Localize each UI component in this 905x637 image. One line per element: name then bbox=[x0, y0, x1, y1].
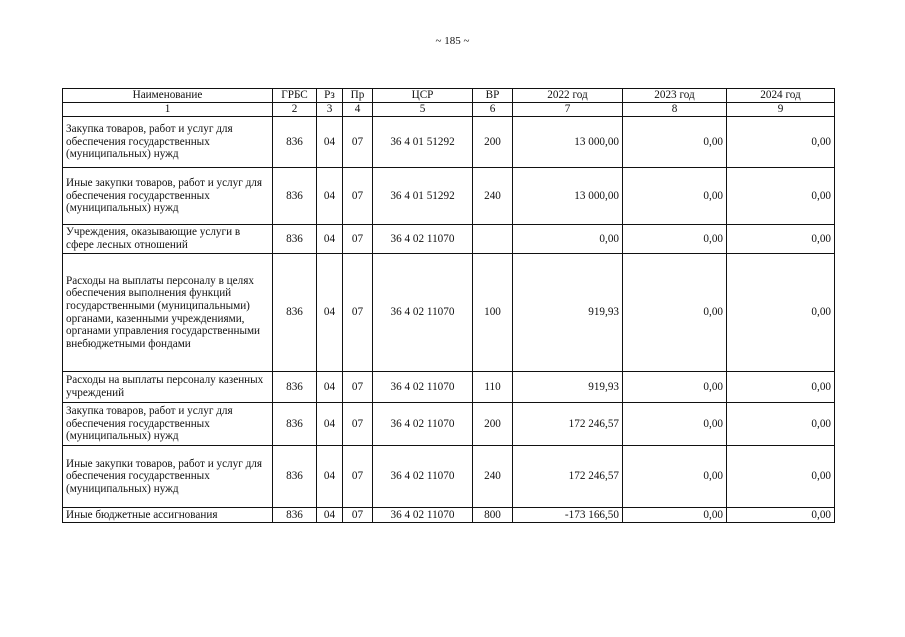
row-2024: 0,00 bbox=[727, 225, 835, 254]
header-2022: 2022 год bbox=[513, 89, 623, 103]
row-pr: 07 bbox=[343, 225, 373, 254]
row-2022: 919,93 bbox=[513, 254, 623, 372]
row-vr: 100 bbox=[473, 254, 513, 372]
row-2023: 0,00 bbox=[623, 403, 727, 446]
header-name: Наименование bbox=[63, 89, 273, 103]
row-grbs: 836 bbox=[273, 372, 317, 403]
column-number: 4 bbox=[343, 103, 373, 117]
row-grbs: 836 bbox=[273, 117, 317, 168]
row-name: Иные закупки товаров, работ и услуг для обеспечения государственных (муниципальных) нужд bbox=[63, 446, 273, 508]
row-name: Расходы на выплаты персоналу казенных учреждений bbox=[63, 372, 273, 403]
row-grbs: 836 bbox=[273, 403, 317, 446]
row-vr: 110 bbox=[473, 372, 513, 403]
column-number: 3 bbox=[317, 103, 343, 117]
row-rz: 04 bbox=[317, 372, 343, 403]
table-row bbox=[63, 372, 835, 403]
column-number-row bbox=[63, 103, 835, 117]
row-2024: 0,00 bbox=[727, 508, 835, 523]
row-csr: 36 4 02 11070 bbox=[373, 225, 473, 254]
row-rz: 04 bbox=[317, 225, 343, 254]
row-name: Закупка товаров, работ и услуг для обеспечения государственных (муниципальных) нужд bbox=[63, 117, 273, 168]
row-rz: 04 bbox=[317, 254, 343, 372]
header-grbs: ГРБС bbox=[273, 89, 317, 103]
row-2024: 0,00 bbox=[727, 254, 835, 372]
column-number: 9 bbox=[727, 103, 835, 117]
row-2024: 0,00 bbox=[727, 117, 835, 168]
row-pr: 07 bbox=[343, 446, 373, 508]
row-csr: 36 4 01 51292 bbox=[373, 117, 473, 168]
row-2024: 0,00 bbox=[727, 372, 835, 403]
row-2024: 0,00 bbox=[727, 446, 835, 508]
row-grbs: 836 bbox=[273, 168, 317, 225]
row-pr: 07 bbox=[343, 508, 373, 523]
row-vr: 240 bbox=[473, 446, 513, 508]
row-vr: 200 bbox=[473, 403, 513, 446]
table-row bbox=[63, 254, 835, 372]
row-csr: 36 4 02 11070 bbox=[373, 372, 473, 403]
row-pr: 07 bbox=[343, 254, 373, 372]
column-number: 1 bbox=[63, 103, 273, 117]
header-2024: 2024 год bbox=[727, 89, 835, 103]
row-2023: 0,00 bbox=[623, 372, 727, 403]
row-2022: -173 166,50 bbox=[513, 508, 623, 523]
column-number: 2 bbox=[273, 103, 317, 117]
table-row bbox=[63, 446, 835, 508]
row-2022: 919,93 bbox=[513, 372, 623, 403]
row-name: Иные бюджетные ассигнования bbox=[63, 508, 273, 523]
row-grbs: 836 bbox=[273, 508, 317, 523]
row-2023: 0,00 bbox=[623, 225, 727, 254]
row-pr: 07 bbox=[343, 117, 373, 168]
row-rz: 04 bbox=[317, 117, 343, 168]
row-2022: 172 246,57 bbox=[513, 403, 623, 446]
row-pr: 07 bbox=[343, 403, 373, 446]
row-pr: 07 bbox=[343, 372, 373, 403]
row-vr: 200 bbox=[473, 117, 513, 168]
header-pr: Пр bbox=[343, 89, 373, 103]
row-rz: 04 bbox=[317, 446, 343, 508]
row-grbs: 836 bbox=[273, 446, 317, 508]
row-rz: 04 bbox=[317, 168, 343, 225]
row-csr: 36 4 02 11070 bbox=[373, 403, 473, 446]
table-row bbox=[63, 225, 835, 254]
row-2023: 0,00 bbox=[623, 117, 727, 168]
header-csr: ЦСР bbox=[373, 89, 473, 103]
row-csr: 36 4 02 11070 bbox=[373, 446, 473, 508]
column-number: 8 bbox=[623, 103, 727, 117]
row-name: Иные закупки товаров, работ и услуг для обеспечения государственных (муниципальных) нужд bbox=[63, 168, 273, 225]
table-row bbox=[63, 403, 835, 446]
row-csr: 36 4 01 51292 bbox=[373, 168, 473, 225]
row-pr: 07 bbox=[343, 168, 373, 225]
header-2023: 2023 год bbox=[623, 89, 727, 103]
row-2023: 0,00 bbox=[623, 254, 727, 372]
row-grbs: 836 bbox=[273, 225, 317, 254]
header-vr: ВР bbox=[473, 89, 513, 103]
table-row bbox=[63, 168, 835, 225]
row-2024: 0,00 bbox=[727, 403, 835, 446]
row-name: Учреждения, оказывающие услуги в сфере лесных отношений bbox=[63, 225, 273, 254]
row-2023: 0,00 bbox=[623, 168, 727, 225]
row-2023: 0,00 bbox=[623, 508, 727, 523]
header-rz: Рз bbox=[317, 89, 343, 103]
row-name: Закупка товаров, работ и услуг для обеспечения государственных (муниципальных) нужд bbox=[63, 403, 273, 446]
row-vr: 800 bbox=[473, 508, 513, 523]
row-vr: 240 bbox=[473, 168, 513, 225]
row-2022: 172 246,57 bbox=[513, 446, 623, 508]
row-vr bbox=[473, 225, 513, 254]
row-2024: 0,00 bbox=[727, 168, 835, 225]
row-2022: 13 000,00 bbox=[513, 168, 623, 225]
column-number: 7 bbox=[513, 103, 623, 117]
row-name: Расходы на выплаты персоналу в целях обеспечения выполнения функций государственными (муниципальными) органами, казенными учреждениями, органами управления государственными внебюджетными фондами bbox=[63, 254, 273, 372]
table-row bbox=[63, 117, 835, 168]
row-csr: 36 4 02 11070 bbox=[373, 508, 473, 523]
page-number: ~ 185 ~ bbox=[435, 35, 470, 47]
row-csr: 36 4 02 11070 bbox=[373, 254, 473, 372]
row-2023: 0,00 bbox=[623, 446, 727, 508]
row-rz: 04 bbox=[317, 403, 343, 446]
budget-table bbox=[62, 88, 835, 523]
row-rz: 04 bbox=[317, 508, 343, 523]
row-2022: 13 000,00 bbox=[513, 117, 623, 168]
table-row bbox=[63, 508, 835, 523]
row-2022: 0,00 bbox=[513, 225, 623, 254]
row-grbs: 836 bbox=[273, 254, 317, 372]
header-row bbox=[63, 89, 835, 103]
column-number: 5 bbox=[373, 103, 473, 117]
column-number: 6 bbox=[473, 103, 513, 117]
